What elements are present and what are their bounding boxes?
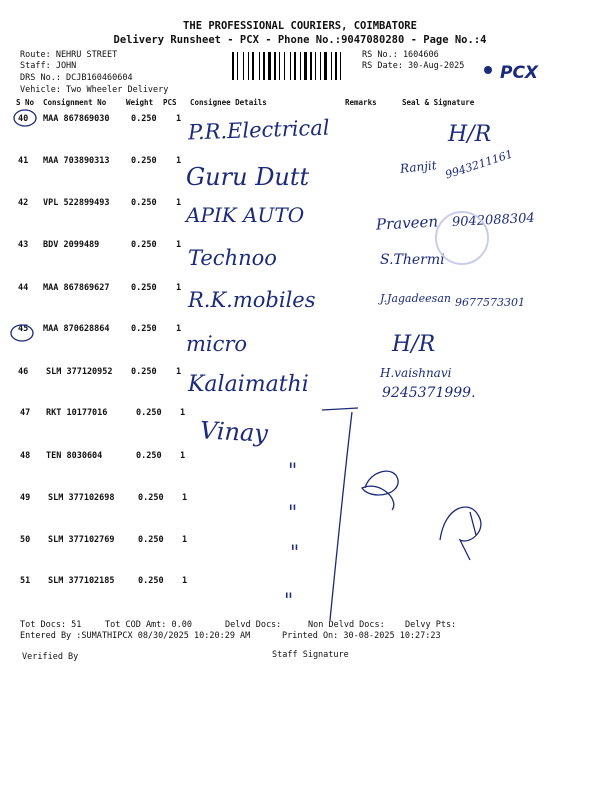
consignment-no: TEN 8030604 (46, 451, 103, 461)
total-docs: Tot Docs: 51 (20, 620, 82, 630)
runsheet-subtitle: Delivery Runsheet - PCX - Phone No.:9047080280 - Page No.:4 (113, 34, 487, 46)
pcx-logo: PCX (484, 63, 564, 87)
sno: 50 (20, 535, 31, 545)
handwritten-consignee: Kalaimathi (188, 372, 309, 397)
delivered-docs: Delvd Docs: (225, 620, 282, 630)
sno: 43 (18, 240, 29, 250)
delivery-points: Delvy Pts: (405, 620, 457, 630)
pcs: 1 (176, 156, 182, 166)
pcs: 1 (180, 408, 186, 418)
consignment-no: RKT 10177016 (46, 408, 108, 418)
col-sno: S No (16, 98, 35, 107)
handwritten-signature: Praveen (375, 212, 439, 234)
pcs: 1 (176, 367, 182, 377)
col-consignee: Consignee Details (190, 98, 267, 107)
ditto-mark: " (288, 458, 298, 482)
weight: 0.250 (138, 576, 164, 586)
weight: 0.250 (131, 198, 157, 208)
pcs: 1 (176, 114, 182, 124)
sno: 48 (20, 451, 31, 461)
weight: 0.250 (131, 283, 157, 293)
handwritten-phone: 9677573301 (455, 296, 525, 309)
sno: 51 (20, 576, 31, 586)
handwritten-consignee: P.R.Electrical (187, 115, 330, 145)
rs-date: RS Date: 30-Aug-2025 (362, 61, 465, 71)
cross-line-mark (330, 412, 352, 620)
handwritten-signature: H/R (448, 122, 492, 147)
pcs: 1 (176, 240, 182, 250)
handwritten-signature: J.Jagadeesan (380, 292, 451, 305)
sno: 44 (18, 283, 29, 293)
sno: 41 (18, 156, 29, 166)
seal-stamp (436, 212, 488, 264)
sno: 45 (18, 324, 29, 334)
col-consignment-no: Consignment No (43, 98, 107, 107)
verified-by: Verified By (22, 652, 79, 662)
col-pcs: PCS (163, 98, 177, 107)
handwritten-signature: H.vaishnavi (380, 366, 452, 380)
pcs: 1 (182, 535, 188, 545)
handwritten-phone: 9245371999. (382, 385, 476, 401)
handwritten-signature: H/R (392, 332, 436, 357)
consignment-no: SLM 377120952 (46, 367, 113, 377)
sno: 46 (18, 367, 29, 377)
pcs: 1 (176, 198, 182, 208)
consignment-no: SLM 377102185 (48, 576, 115, 586)
col-remarks: Remarks (345, 98, 377, 107)
consignment-no: SLM 377102698 (48, 493, 115, 503)
weight: 0.250 (131, 240, 157, 250)
handwritten-consignee: R.K.mobiles (188, 288, 316, 312)
consignment-no: SLM 377102769 (48, 535, 115, 545)
handwritten-consignee: Technoo (188, 246, 277, 270)
row-circle-mark (11, 325, 33, 341)
weight: 0.250 (136, 408, 162, 418)
pcs: 1 (176, 324, 182, 334)
consignment-no: BDV 2099489 (43, 240, 100, 250)
rs-number: RS No.: 1604606 (362, 50, 439, 60)
handwritten-consignee: APIK AUTO (186, 203, 305, 227)
weight: 0.250 (138, 493, 164, 503)
staff: Staff: JOHN (20, 61, 77, 71)
ditto-mark: " (290, 540, 300, 564)
weight: 0.250 (138, 535, 164, 545)
sno: 40 (18, 114, 29, 124)
vehicle: Vehicle: Two Wheeler Delivery (20, 85, 169, 95)
cross-line-mark (322, 408, 358, 410)
signature-scribble (362, 471, 398, 510)
sno: 42 (18, 198, 29, 208)
handwritten-consignee: micro (186, 332, 248, 356)
weight: 0.250 (131, 367, 157, 377)
sno: 49 (20, 493, 31, 503)
consignment-no: MAA 870628864 (43, 324, 110, 334)
consignment-no: MAA 703890313 (43, 156, 110, 166)
pcs: 1 (182, 493, 188, 503)
pcs: 1 (176, 283, 182, 293)
consignment-no: MAA 867869627 (43, 283, 110, 293)
row-circle-mark (14, 110, 36, 126)
sno: 47 (20, 408, 31, 418)
col-weight: Weight (126, 98, 154, 107)
drs-number: DRS No.: DCJB160460604 (20, 73, 133, 83)
staff-signature: Staff Signature (272, 650, 349, 660)
handwritten-phone: 9943211161 (443, 147, 515, 182)
weight: 0.250 (136, 451, 162, 461)
handwritten-signature: Ranjit (399, 158, 438, 176)
non-delivered-docs: Non Delvd Docs: (308, 620, 385, 630)
pcs: 1 (180, 451, 186, 461)
handwritten-consignee: Guru Dutt (186, 163, 310, 191)
consignment-no: VPL 522899493 (43, 198, 110, 208)
signature-scribble (440, 507, 481, 560)
handwritten-consignee: Vinay (199, 416, 269, 448)
weight: 0.250 (131, 114, 157, 124)
consignment-no: MAA 867869030 (43, 114, 110, 124)
handwritten-signature: S.Thermi (380, 252, 445, 268)
entered-by: Entered By :SUMATHIPCX 08/30/2025 10:20:29 AM (20, 631, 251, 641)
company-title: THE PROFESSIONAL COURIERS, COIMBATORE (183, 20, 417, 32)
printed-on: Printed On: 30-08-2025 10:27:23 (282, 631, 441, 641)
weight: 0.250 (131, 324, 157, 334)
ditto-mark: " (288, 500, 298, 524)
col-seal-signature: Seal & Signature (402, 98, 475, 107)
pcs: 1 (182, 576, 188, 586)
route: Route: NEHRU STREET (20, 50, 118, 60)
ditto-mark: " (284, 588, 294, 612)
weight: 0.250 (131, 156, 157, 166)
handwritten-phone: 9042088304 (451, 210, 536, 231)
total-cod-amount: Tot COD Amt: 0.00 (105, 620, 192, 630)
